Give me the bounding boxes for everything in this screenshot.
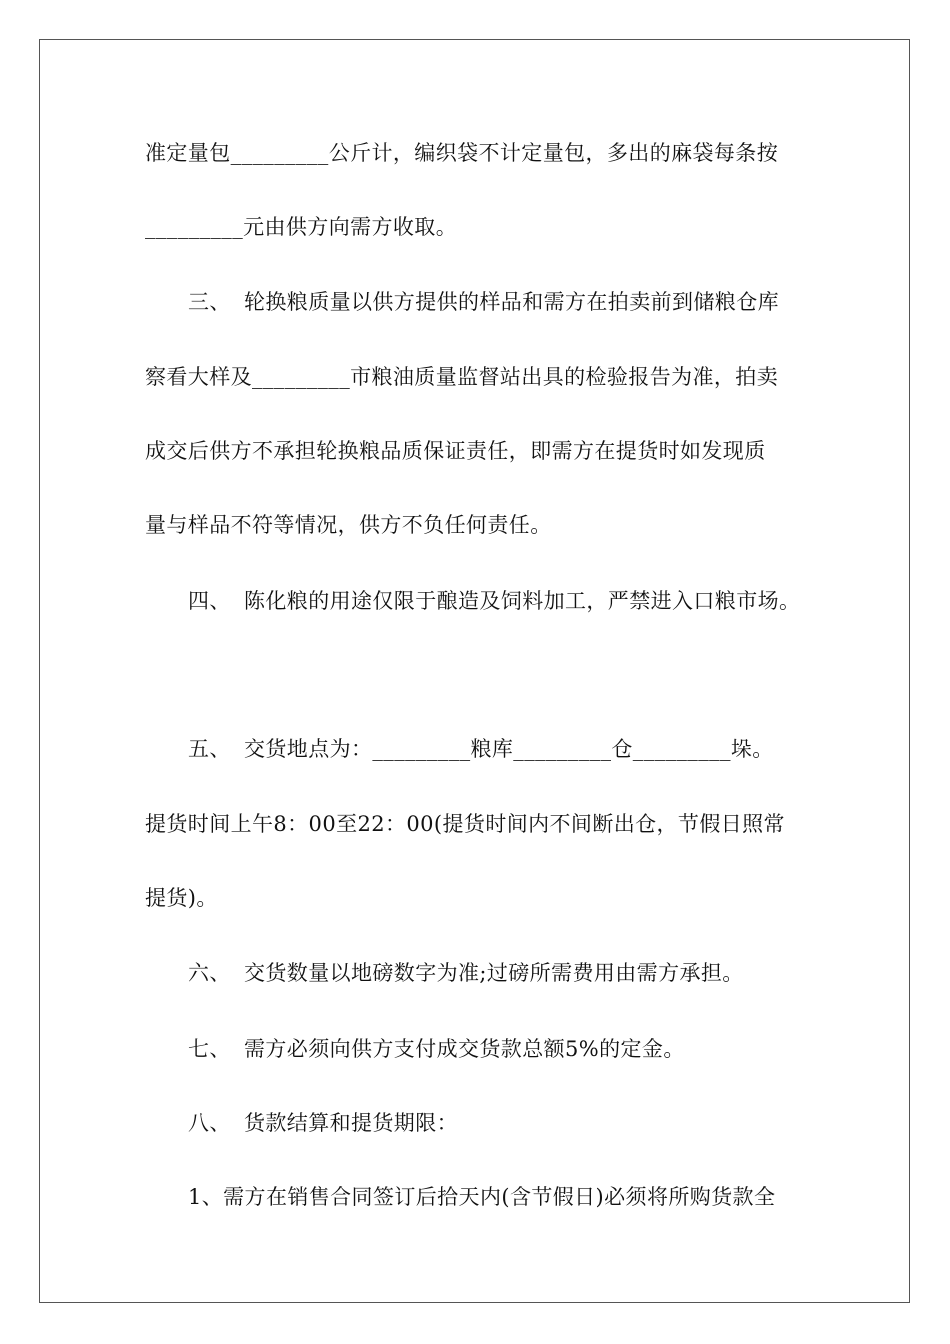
text-line: 量与样品不符等情况，供方不负任何责任。 — [145, 513, 552, 537]
clause-six-line: 六、 交货数量以地磅数字为准;过磅所需费用由需方承担。 — [188, 961, 744, 985]
clause-five-line: 五、 交货地点为：_________粮库_________仓_________垛。 — [188, 737, 774, 761]
clause-number: 四、 — [188, 589, 231, 613]
text-line: 察看大样及_________市粮油质量监督站出具的检验报告为准，拍卖 — [145, 365, 779, 389]
clause-number: 三、 — [188, 290, 231, 314]
sub-clause-line: 1、需方在销售合同签订后拾天内(含节假日)必须将所购货款全 — [188, 1185, 776, 1209]
text-line: 成交后供方不承担轮换粮品质保证责任，即需方在提货时如发现质 — [145, 439, 766, 463]
clause-three-line: 三、 轮换粮质量以供方提供的样品和需方在拍卖前到储粮仓库 — [188, 290, 779, 314]
clause-eight-line: 八、 货款结算和提货期限： — [188, 1111, 458, 1135]
clause-four-line: 四、 陈化粮的用途仅限于酿造及饲料加工，严禁进入口粮市场。 — [188, 589, 801, 613]
clause-number: 六、 — [188, 961, 231, 985]
clause-seven-line: 七、 需方必须向供方支付成交货款总额5%的定金。 — [188, 1037, 685, 1061]
clause-number: 七、 — [188, 1037, 231, 1061]
text-line: 准定量包_________公斤计，编织袋不计定量包，多出的麻袋每条按 — [145, 141, 779, 165]
text-line: 提货时间上午8：00至22：00(提货时间内不间断出仓，节假日照常 — [145, 812, 785, 836]
clause-number: 八、 — [188, 1111, 231, 1135]
clause-number: 五、 — [188, 737, 231, 761]
text-line: 提货)。 — [145, 886, 218, 910]
text-line: _________元由供方向需方收取。 — [145, 215, 458, 239]
